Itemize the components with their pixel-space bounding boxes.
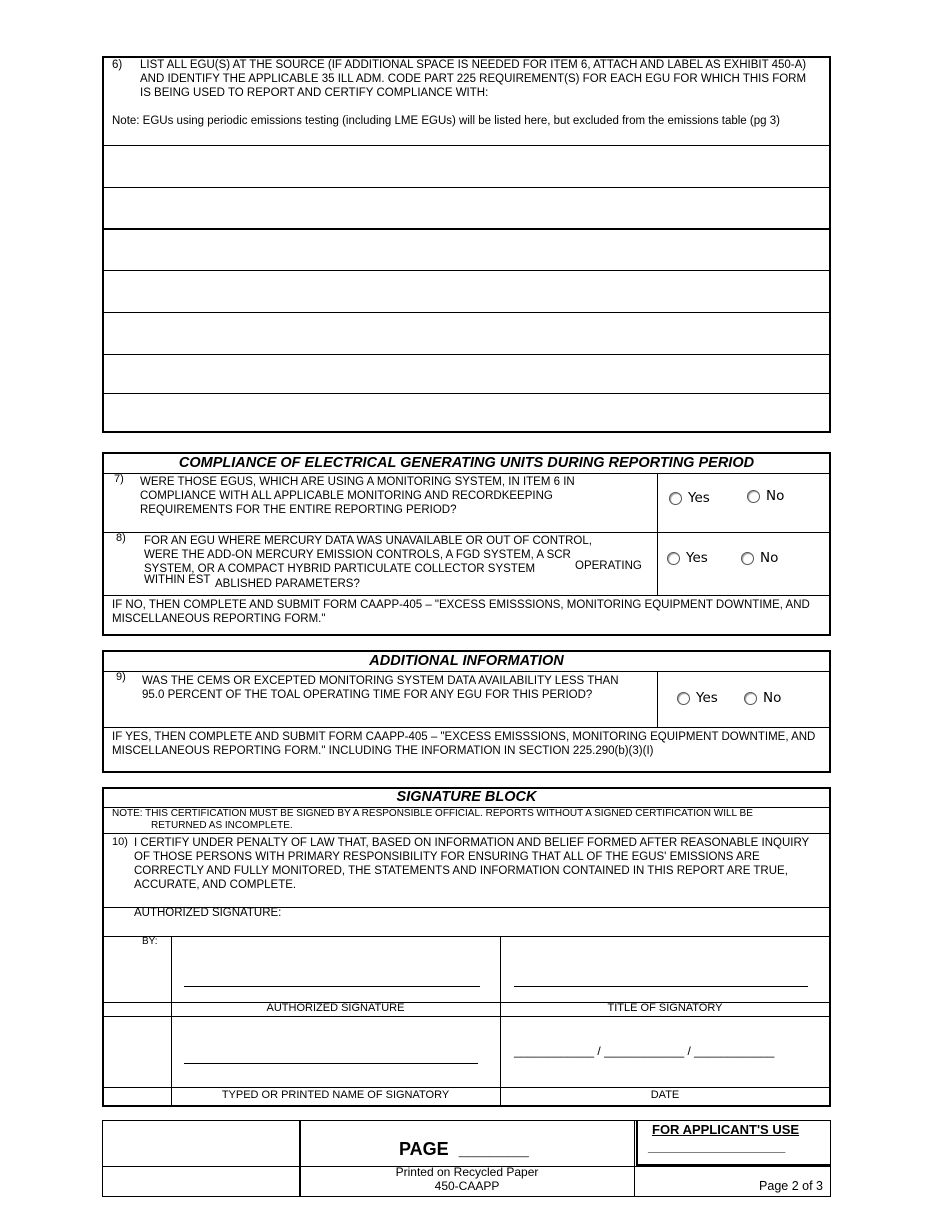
- caption-printed-name: TYPED OR PRINTED NAME OF SIGNATORY: [221, 1089, 450, 1101]
- egu-entry-row[interactable]: [104, 188, 829, 228]
- q8-operating: OPERATING: [575, 560, 642, 572]
- q9-no-radio[interactable]: No: [744, 690, 781, 706]
- caption-date: DATE: [650, 1089, 680, 1101]
- q10-number: 10): [112, 836, 128, 848]
- footer: [102, 1120, 831, 1197]
- egu-entry-row[interactable]: [104, 313, 829, 354]
- page-number-field[interactable]: _______: [458, 1139, 529, 1159]
- caption-authorized-signature: AUTHORIZED SIGNATURE: [266, 1002, 405, 1014]
- q9-number: 9): [116, 671, 126, 683]
- q7-no-radio[interactable]: No: [747, 488, 784, 504]
- q9-text: WAS THE CEMS OR EXCEPTED MONITORING SYSTEM DATA AVAILABILITY LESS THAN 95.0 PERCENT OF THE TOAL OPERATING TIME FOR ANY EGU FOR THIS PERIOD?: [142, 675, 619, 701]
- recycled-paper-note: Printed on Recycled Paper: [395, 1165, 539, 1179]
- egu-entry-row[interactable]: [104, 394, 829, 431]
- signature-section: [102, 787, 831, 1107]
- applicant-use-field[interactable]: ___________________: [648, 1139, 786, 1154]
- authorized-signature-label: AUTHORIZED SIGNATURE:: [134, 907, 282, 919]
- q8-line3: SYSTEM, OR A COMPACT HYBRID PARTICULATE COLLECTOR SYSTEM: [144, 563, 536, 575]
- q8-yes-radio[interactable]: Yes: [667, 550, 708, 566]
- signature-note-line2: RETURNED AS INCOMPLETE.: [151, 820, 293, 831]
- title-field[interactable]: [501, 937, 829, 1002]
- q9-yes-radio[interactable]: Yes: [677, 690, 718, 706]
- q7-yes-radio[interactable]: Yes: [669, 490, 710, 506]
- form-code: 450-CAAPP: [434, 1179, 500, 1193]
- q7-text: WERE THOSE EGUS, WHICH ARE USING A MONITORING SYSTEM, IN ITEM 6 IN COMPLIANCE WITH ALL APPLICABLE MONITORING AND RECORDKEEPING REQUIREMENTS FOR THE ENTIRE REPORTING PERIOD?: [140, 476, 575, 516]
- signature-note-line1: NOTE: THIS CERTIFICATION MUST BE SIGNED BY A RESPONSIBLE OFFICIAL. REPORTS WITHOUT A SIGNED CERTIFICATION WILL BE: [112, 808, 753, 819]
- q8-no-radio[interactable]: No: [741, 550, 778, 566]
- page-label: PAGE _______: [399, 1139, 529, 1159]
- applicant-use-label: FOR APPLICANT'S USE: [652, 1122, 800, 1137]
- egu-entry-row[interactable]: [104, 355, 829, 393]
- printed-name-field[interactable]: [172, 1017, 499, 1087]
- item6-note: Note: EGUs using periodic emissions testing (including LME EGUs) will be listed here, but excluded from the emissions table (pg 3): [112, 115, 780, 127]
- item6-text: LIST ALL EGU(S) AT THE SOURCE (IF ADDITIONAL SPACE IS NEEDED FOR ITEM 6, ATTACH AND LABEL AS EXHIBIT 450-A) AND IDENTIFY THE APPLICABLE 35 ILL ADM. CODE PART 225 REQUIREMENT(S) FOR EACH EGU FOR WHICH THIS FORM IS BEING USED TO REPORT AND CERTIFY COMPLIANCE WITH:: [140, 59, 807, 99]
- egu-entry-row[interactable]: [104, 230, 829, 270]
- date-field[interactable]: ____________ / ____________ / ____________: [514, 1044, 775, 1058]
- q8-number: 8): [116, 532, 126, 544]
- egu-list-section: [102, 56, 831, 433]
- q8-line1: FOR AN EGU WHERE MERCURY DATA WAS UNAVAILABLE OR OUT OF CONTROL,: [144, 535, 592, 547]
- additional-title: ADDITIONAL INFORMATION: [369, 653, 564, 669]
- q8-within: WITHIN EST: [144, 574, 211, 586]
- page-of: Page 2 of 3: [759, 1179, 823, 1193]
- egu-entry-row[interactable]: [104, 271, 829, 312]
- q8-ablished: ABLISHED PARAMETERS?: [215, 578, 360, 590]
- compliance-section: [102, 452, 831, 636]
- q10-text: I CERTIFY UNDER PENALTY OF LAW THAT, BASED ON INFORMATION AND BELIEF FORMED AFTER REASONABLE INQUIRY OF THOSE PERSONS WITH PRIMARY RESPONSIBILITY FOR ENSURING THAT ALL OF THE EGUS' EMISSIONS ARE CORRECTLY AND FULLY MONITORED, THE STATEMENTS AND INFORMATION CONTAINED IN THIS REPORT ARE TRUE, ACCURATE, AND COMPLETE.: [134, 837, 810, 891]
- additional-if-yes: IF YES, THEN COMPLETE AND SUBMIT FORM CAAPP-405 – "EXCESS EMISSSIONS, MONITORING EQUIPMENT DOWNTIME, AND MISCELLANEOUS REPORTING FORM." INCLUDING THE INFORMATION IN SECTION 225.290(b)(3)(I): [112, 731, 816, 757]
- q8-line2: WERE THE ADD-ON MERCURY EMISSION CONTROLS, A FGD SYSTEM, A SCR: [144, 549, 571, 561]
- compliance-if-no: IF NO, THEN COMPLETE AND SUBMIT FORM CAAPP-405 – "EXCESS EMISSSIONS, MONITORING EQUIPMENT DOWNTIME, AND MISCELLANEOUS REPORTING FORM.": [112, 599, 810, 625]
- by-label: BY:: [142, 936, 158, 947]
- caption-title: TITLE OF SIGNATORY: [607, 1002, 723, 1014]
- authorized-signature-field[interactable]: [172, 937, 499, 1002]
- compliance-title: COMPLIANCE OF ELECTRICAL GENERATING UNITS DURING REPORTING PERIOD: [178, 455, 755, 471]
- additional-info-section: [102, 650, 831, 773]
- signature-title: SIGNATURE BLOCK: [396, 789, 537, 805]
- egu-entry-row[interactable]: [104, 146, 829, 187]
- item6-number: 6): [112, 59, 123, 71]
- q7-number: 7): [114, 473, 124, 485]
